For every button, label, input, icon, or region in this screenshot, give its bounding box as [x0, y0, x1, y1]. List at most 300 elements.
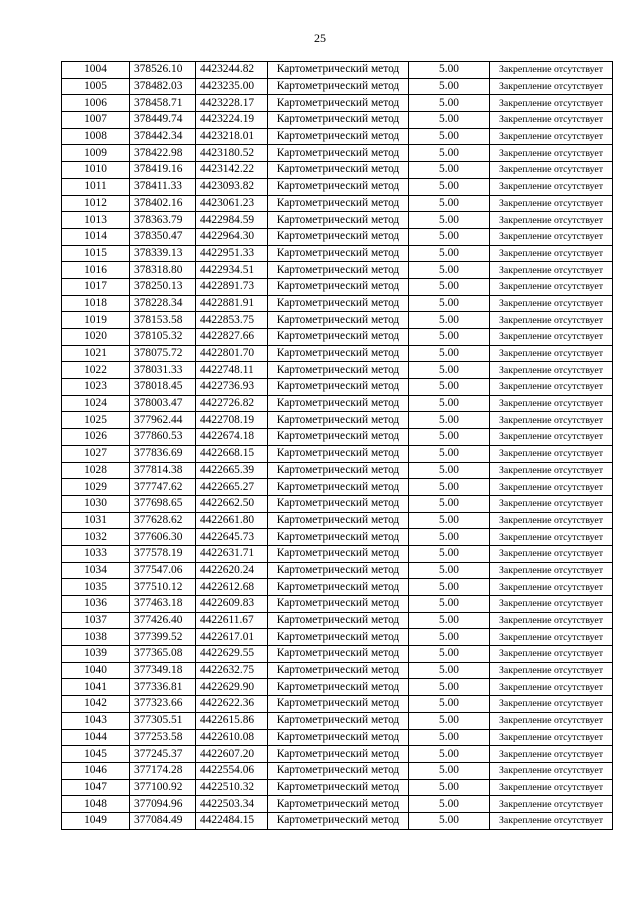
point-number-cell: 1029 — [62, 479, 130, 496]
accuracy-cell: 5.00 — [409, 395, 490, 412]
method-cell: Картометрический метод — [268, 212, 409, 229]
method-cell: Картометрический метод — [268, 145, 409, 162]
x-coordinate-cell: 377365.08 — [130, 646, 196, 663]
table-row — [62, 178, 613, 195]
y-coordinate-cell: 4422632.75 — [196, 662, 268, 679]
method-cell: Картометрический метод — [268, 445, 409, 462]
x-coordinate-cell: 377747.62 — [130, 479, 196, 496]
fixing-cell: Закрепление отсутствует — [490, 445, 613, 462]
fixing-cell: Закрепление отсутствует — [490, 62, 613, 79]
accuracy-cell: 5.00 — [409, 545, 490, 562]
y-coordinate-cell: 4422622.36 — [196, 696, 268, 713]
point-number-cell: 1026 — [62, 429, 130, 446]
y-coordinate-cell: 4422503.34 — [196, 796, 268, 813]
x-coordinate-cell: 378458.71 — [130, 95, 196, 112]
y-coordinate-cell: 4423093.82 — [196, 178, 268, 195]
y-coordinate-cell: 4422801.70 — [196, 345, 268, 362]
point-number-cell: 1047 — [62, 779, 130, 796]
point-number-cell: 1016 — [62, 262, 130, 279]
table-row — [62, 762, 613, 779]
table-row — [62, 345, 613, 362]
fixing-cell: Закрепление отсутствует — [490, 362, 613, 379]
accuracy-cell: 5.00 — [409, 479, 490, 496]
accuracy-cell: 5.00 — [409, 162, 490, 179]
point-number-cell: 1045 — [62, 746, 130, 763]
point-number-cell: 1006 — [62, 95, 130, 112]
method-cell: Картометрический метод — [268, 479, 409, 496]
table-row — [62, 579, 613, 596]
method-cell: Картометрический метод — [268, 245, 409, 262]
method-cell: Картометрический метод — [268, 78, 409, 95]
accuracy-cell: 5.00 — [409, 629, 490, 646]
x-coordinate-cell: 377606.30 — [130, 529, 196, 546]
x-coordinate-cell: 377463.18 — [130, 596, 196, 613]
fixing-cell: Закрепление отсутствует — [490, 596, 613, 613]
table-row — [62, 545, 613, 562]
fixing-cell: Закрепление отсутствует — [490, 128, 613, 145]
accuracy-cell: 5.00 — [409, 78, 490, 95]
point-number-cell: 1011 — [62, 178, 130, 195]
fixing-cell: Закрепление отсутствует — [490, 228, 613, 245]
accuracy-cell: 5.00 — [409, 812, 490, 829]
method-cell: Картометрический метод — [268, 812, 409, 829]
table-row — [62, 696, 613, 713]
x-coordinate-cell: 377628.62 — [130, 512, 196, 529]
accuracy-cell: 5.00 — [409, 712, 490, 729]
method-cell: Картометрический метод — [268, 412, 409, 429]
point-number-cell: 1046 — [62, 762, 130, 779]
accuracy-cell: 5.00 — [409, 178, 490, 195]
y-coordinate-cell: 4423235.00 — [196, 78, 268, 95]
fixing-cell: Закрепление отсутствует — [490, 245, 613, 262]
x-coordinate-cell: 377814.38 — [130, 462, 196, 479]
table-row — [62, 612, 613, 629]
fixing-cell: Закрепление отсутствует — [490, 262, 613, 279]
point-number-cell: 1027 — [62, 445, 130, 462]
y-coordinate-cell: 4422827.66 — [196, 329, 268, 346]
fixing-cell: Закрепление отсутствует — [490, 95, 613, 112]
method-cell: Картометрический метод — [268, 128, 409, 145]
method-cell: Картометрический метод — [268, 162, 409, 179]
y-coordinate-cell: 4422629.90 — [196, 679, 268, 696]
table-row — [62, 128, 613, 145]
point-number-cell: 1013 — [62, 212, 130, 229]
y-coordinate-cell: 4423180.52 — [196, 145, 268, 162]
fixing-cell: Закрепление отсутствует — [490, 112, 613, 129]
method-cell: Картометрический метод — [268, 429, 409, 446]
accuracy-cell: 5.00 — [409, 729, 490, 746]
point-number-cell: 1009 — [62, 145, 130, 162]
table-row — [62, 295, 613, 312]
y-coordinate-cell: 4422612.68 — [196, 579, 268, 596]
accuracy-cell: 5.00 — [409, 596, 490, 613]
y-coordinate-cell: 4422631.71 — [196, 545, 268, 562]
point-number-cell: 1030 — [62, 495, 130, 512]
x-coordinate-cell: 378422.98 — [130, 145, 196, 162]
point-number-cell: 1018 — [62, 295, 130, 312]
point-number-cell: 1043 — [62, 712, 130, 729]
method-cell: Картометрический метод — [268, 596, 409, 613]
x-coordinate-cell: 378363.79 — [130, 212, 196, 229]
accuracy-cell: 5.00 — [409, 462, 490, 479]
table-row — [62, 779, 613, 796]
table-row — [62, 646, 613, 663]
x-coordinate-cell: 378442.34 — [130, 128, 196, 145]
page-number: 25 — [314, 31, 326, 45]
table-row — [62, 145, 613, 162]
x-coordinate-cell: 378419.16 — [130, 162, 196, 179]
method-cell: Картометрический метод — [268, 62, 409, 79]
y-coordinate-cell: 4422665.39 — [196, 462, 268, 479]
fixing-cell: Закрепление отсутствует — [490, 429, 613, 446]
method-cell: Картометрический метод — [268, 345, 409, 362]
accuracy-cell: 5.00 — [409, 329, 490, 346]
point-number-cell: 1004 — [62, 62, 130, 79]
y-coordinate-cell: 4422674.18 — [196, 429, 268, 446]
fixing-cell: Закрепление отсутствует — [490, 696, 613, 713]
accuracy-cell: 5.00 — [409, 512, 490, 529]
accuracy-cell: 5.00 — [409, 579, 490, 596]
table-row — [62, 796, 613, 813]
fixing-cell: Закрепление отсутствует — [490, 629, 613, 646]
y-coordinate-cell: 4422615.86 — [196, 712, 268, 729]
point-number-cell: 1019 — [62, 312, 130, 329]
point-number-cell: 1048 — [62, 796, 130, 813]
y-coordinate-cell: 4422607.20 — [196, 746, 268, 763]
point-number-cell: 1008 — [62, 128, 130, 145]
x-coordinate-cell: 378105.32 — [130, 329, 196, 346]
table-row — [62, 729, 613, 746]
fixing-cell: Закрепление отсутствует — [490, 529, 613, 546]
fixing-cell: Закрепление отсутствует — [490, 679, 613, 696]
point-number-cell: 1035 — [62, 579, 130, 596]
accuracy-cell: 5.00 — [409, 495, 490, 512]
table-row — [62, 395, 613, 412]
x-coordinate-cell: 378003.47 — [130, 395, 196, 412]
accuracy-cell: 5.00 — [409, 278, 490, 295]
point-number-cell: 1012 — [62, 195, 130, 212]
fixing-cell: Закрепление отсутствует — [490, 479, 613, 496]
point-number-cell: 1034 — [62, 562, 130, 579]
y-coordinate-cell: 4422668.15 — [196, 445, 268, 462]
x-coordinate-cell: 377100.92 — [130, 779, 196, 796]
fixing-cell: Закрепление отсутствует — [490, 612, 613, 629]
x-coordinate-cell: 377245.37 — [130, 746, 196, 763]
y-coordinate-cell: 4422726.82 — [196, 395, 268, 412]
x-coordinate-cell: 377836.69 — [130, 445, 196, 462]
accuracy-cell: 5.00 — [409, 662, 490, 679]
fixing-cell: Закрепление отсутствует — [490, 212, 613, 229]
table-row — [62, 245, 613, 262]
point-number-cell: 1010 — [62, 162, 130, 179]
method-cell: Картометрический метод — [268, 512, 409, 529]
method-cell: Картометрический метод — [268, 529, 409, 546]
fixing-cell: Закрепление отсутствует — [490, 746, 613, 763]
table-row — [62, 529, 613, 546]
fixing-cell: Закрепление отсутствует — [490, 495, 613, 512]
table-row — [62, 562, 613, 579]
point-number-cell: 1024 — [62, 395, 130, 412]
x-coordinate-cell: 377253.58 — [130, 729, 196, 746]
fixing-cell: Закрепление отсутствует — [490, 562, 613, 579]
point-number-cell: 1049 — [62, 812, 130, 829]
method-cell: Картометрический метод — [268, 95, 409, 112]
y-coordinate-cell: 4423224.19 — [196, 112, 268, 129]
fixing-cell: Закрепление отсутствует — [490, 646, 613, 663]
table-row — [62, 78, 613, 95]
accuracy-cell: 5.00 — [409, 112, 490, 129]
point-number-cell: 1020 — [62, 329, 130, 346]
x-coordinate-cell: 378250.13 — [130, 278, 196, 295]
y-coordinate-cell: 4422484.15 — [196, 812, 268, 829]
fixing-cell: Закрепление отсутствует — [490, 295, 613, 312]
x-coordinate-cell: 378449.74 — [130, 112, 196, 129]
method-cell: Картометрический метод — [268, 646, 409, 663]
y-coordinate-cell: 4422951.33 — [196, 245, 268, 262]
accuracy-cell: 5.00 — [409, 529, 490, 546]
accuracy-cell: 5.00 — [409, 95, 490, 112]
fixing-cell: Закрепление отсутствует — [490, 762, 613, 779]
method-cell: Картометрический метод — [268, 662, 409, 679]
accuracy-cell: 5.00 — [409, 796, 490, 813]
method-cell: Картометрический метод — [268, 629, 409, 646]
fixing-cell: Закрепление отсутствует — [490, 162, 613, 179]
y-coordinate-cell: 4422736.93 — [196, 379, 268, 396]
x-coordinate-cell: 377698.65 — [130, 495, 196, 512]
x-coordinate-cell: 377860.53 — [130, 429, 196, 446]
fixing-cell: Закрепление отсутствует — [490, 512, 613, 529]
fixing-cell: Закрепление отсутствует — [490, 329, 613, 346]
x-coordinate-cell: 378153.58 — [130, 312, 196, 329]
x-coordinate-cell: 378075.72 — [130, 345, 196, 362]
y-coordinate-cell: 4422610.08 — [196, 729, 268, 746]
y-coordinate-cell: 4422554.06 — [196, 762, 268, 779]
x-coordinate-cell: 377962.44 — [130, 412, 196, 429]
method-cell: Картометрический метод — [268, 495, 409, 512]
y-coordinate-cell: 4423218.01 — [196, 128, 268, 145]
y-coordinate-cell: 4422661.80 — [196, 512, 268, 529]
accuracy-cell: 5.00 — [409, 429, 490, 446]
point-number-cell: 1041 — [62, 679, 130, 696]
x-coordinate-cell: 377174.28 — [130, 762, 196, 779]
y-coordinate-cell: 4423228.17 — [196, 95, 268, 112]
x-coordinate-cell: 377084.49 — [130, 812, 196, 829]
method-cell: Картометрический метод — [268, 696, 409, 713]
accuracy-cell: 5.00 — [409, 412, 490, 429]
fixing-cell: Закрепление отсутствует — [490, 78, 613, 95]
coordinates-table-body — [62, 62, 613, 830]
table-row — [62, 662, 613, 679]
table-row — [62, 596, 613, 613]
accuracy-cell: 5.00 — [409, 746, 490, 763]
method-cell: Картометрический метод — [268, 796, 409, 813]
y-coordinate-cell: 4422611.67 — [196, 612, 268, 629]
y-coordinate-cell: 4422617.01 — [196, 629, 268, 646]
accuracy-cell: 5.00 — [409, 228, 490, 245]
accuracy-cell: 5.00 — [409, 295, 490, 312]
table-row — [62, 228, 613, 245]
x-coordinate-cell: 378228.34 — [130, 295, 196, 312]
accuracy-cell: 5.00 — [409, 245, 490, 262]
method-cell: Картометрический метод — [268, 295, 409, 312]
point-number-cell: 1032 — [62, 529, 130, 546]
table-row — [62, 212, 613, 229]
y-coordinate-cell: 4422934.51 — [196, 262, 268, 279]
point-number-cell: 1022 — [62, 362, 130, 379]
fixing-cell: Закрепление отсутствует — [490, 462, 613, 479]
table-row — [62, 512, 613, 529]
x-coordinate-cell: 378318.80 — [130, 262, 196, 279]
x-coordinate-cell: 377323.66 — [130, 696, 196, 713]
fixing-cell: Закрепление отсутствует — [490, 195, 613, 212]
x-coordinate-cell: 377305.51 — [130, 712, 196, 729]
fixing-cell: Закрепление отсутствует — [490, 395, 613, 412]
accuracy-cell: 5.00 — [409, 646, 490, 663]
table-row — [62, 479, 613, 496]
fixing-cell: Закрепление отсутствует — [490, 379, 613, 396]
accuracy-cell: 5.00 — [409, 679, 490, 696]
accuracy-cell: 5.00 — [409, 345, 490, 362]
point-number-cell: 1037 — [62, 612, 130, 629]
method-cell: Картометрический метод — [268, 312, 409, 329]
x-coordinate-cell: 377547.06 — [130, 562, 196, 579]
coordinates-table — [61, 61, 613, 830]
table-row — [62, 462, 613, 479]
y-coordinate-cell: 4422629.55 — [196, 646, 268, 663]
method-cell: Картометрический метод — [268, 729, 409, 746]
y-coordinate-cell: 4422708.19 — [196, 412, 268, 429]
accuracy-cell: 5.00 — [409, 362, 490, 379]
table-row — [62, 95, 613, 112]
accuracy-cell: 5.00 — [409, 379, 490, 396]
table-row — [62, 195, 613, 212]
point-number-cell: 1028 — [62, 462, 130, 479]
table-row — [62, 329, 613, 346]
point-number-cell: 1021 — [62, 345, 130, 362]
method-cell: Картометрический метод — [268, 329, 409, 346]
point-number-cell: 1040 — [62, 662, 130, 679]
point-number-cell: 1025 — [62, 412, 130, 429]
fixing-cell: Закрепление отсутствует — [490, 178, 613, 195]
point-number-cell: 1007 — [62, 112, 130, 129]
method-cell: Картометрический метод — [268, 679, 409, 696]
x-coordinate-cell: 377399.52 — [130, 629, 196, 646]
method-cell: Картометрический метод — [268, 195, 409, 212]
x-coordinate-cell: 377510.12 — [130, 579, 196, 596]
point-number-cell: 1033 — [62, 545, 130, 562]
x-coordinate-cell: 378526.10 — [130, 62, 196, 79]
table-row — [62, 162, 613, 179]
method-cell: Картометрический метод — [268, 746, 409, 763]
method-cell: Картометрический метод — [268, 779, 409, 796]
table-row — [62, 746, 613, 763]
table-row — [62, 429, 613, 446]
point-number-cell: 1023 — [62, 379, 130, 396]
fixing-cell: Закрепление отсутствует — [490, 412, 613, 429]
x-coordinate-cell: 377336.81 — [130, 679, 196, 696]
method-cell: Картометрический метод — [268, 112, 409, 129]
fixing-cell: Закрепление отсутствует — [490, 729, 613, 746]
x-coordinate-cell: 378482.03 — [130, 78, 196, 95]
fixing-cell: Закрепление отсутствует — [490, 278, 613, 295]
y-coordinate-cell: 4422964.30 — [196, 228, 268, 245]
y-coordinate-cell: 4422620.24 — [196, 562, 268, 579]
y-coordinate-cell: 4422891.73 — [196, 278, 268, 295]
method-cell: Картометрический метод — [268, 462, 409, 479]
table-row — [62, 445, 613, 462]
method-cell: Картометрический метод — [268, 712, 409, 729]
x-coordinate-cell: 378339.13 — [130, 245, 196, 262]
accuracy-cell: 5.00 — [409, 762, 490, 779]
point-number-cell: 1044 — [62, 729, 130, 746]
x-coordinate-cell: 378018.45 — [130, 379, 196, 396]
y-coordinate-cell: 4423244.82 — [196, 62, 268, 79]
fixing-cell: Закрепление отсутствует — [490, 579, 613, 596]
table-row — [62, 262, 613, 279]
fixing-cell: Закрепление отсутствует — [490, 712, 613, 729]
method-cell: Картометрический метод — [268, 579, 409, 596]
table-row — [62, 62, 613, 79]
fixing-cell: Закрепление отсутствует — [490, 779, 613, 796]
point-number-cell: 1005 — [62, 78, 130, 95]
y-coordinate-cell: 4422665.27 — [196, 479, 268, 496]
y-coordinate-cell: 4422609.83 — [196, 596, 268, 613]
method-cell: Картометрический метод — [268, 545, 409, 562]
x-coordinate-cell: 377426.40 — [130, 612, 196, 629]
accuracy-cell: 5.00 — [409, 62, 490, 79]
table-row — [62, 379, 613, 396]
table-row — [62, 812, 613, 829]
method-cell: Картометрический метод — [268, 262, 409, 279]
accuracy-cell: 5.00 — [409, 445, 490, 462]
method-cell: Картометрический метод — [268, 612, 409, 629]
accuracy-cell: 5.00 — [409, 779, 490, 796]
y-coordinate-cell: 4422662.50 — [196, 495, 268, 512]
x-coordinate-cell: 378031.33 — [130, 362, 196, 379]
table-row — [62, 495, 613, 512]
fixing-cell: Закрепление отсутствует — [490, 312, 613, 329]
x-coordinate-cell: 378411.33 — [130, 178, 196, 195]
accuracy-cell: 5.00 — [409, 562, 490, 579]
fixing-cell: Закрепление отсутствует — [490, 662, 613, 679]
method-cell: Картометрический метод — [268, 278, 409, 295]
method-cell: Картометрический метод — [268, 395, 409, 412]
y-coordinate-cell: 4422881.91 — [196, 295, 268, 312]
accuracy-cell: 5.00 — [409, 145, 490, 162]
x-coordinate-cell: 377578.19 — [130, 545, 196, 562]
table-row — [62, 312, 613, 329]
accuracy-cell: 5.00 — [409, 262, 490, 279]
method-cell: Картометрический метод — [268, 379, 409, 396]
x-coordinate-cell: 377349.18 — [130, 662, 196, 679]
y-coordinate-cell: 4422853.75 — [196, 312, 268, 329]
fixing-cell: Закрепление отсутствует — [490, 345, 613, 362]
method-cell: Картометрический метод — [268, 228, 409, 245]
method-cell: Картометрический метод — [268, 562, 409, 579]
y-coordinate-cell: 4422645.73 — [196, 529, 268, 546]
point-number-cell: 1031 — [62, 512, 130, 529]
point-number-cell: 1038 — [62, 629, 130, 646]
point-number-cell: 1017 — [62, 278, 130, 295]
table-row — [62, 679, 613, 696]
method-cell: Картометрический метод — [268, 762, 409, 779]
accuracy-cell: 5.00 — [409, 612, 490, 629]
point-number-cell: 1042 — [62, 696, 130, 713]
point-number-cell: 1015 — [62, 245, 130, 262]
x-coordinate-cell: 378402.16 — [130, 195, 196, 212]
table-row — [62, 629, 613, 646]
y-coordinate-cell: 4422748.11 — [196, 362, 268, 379]
